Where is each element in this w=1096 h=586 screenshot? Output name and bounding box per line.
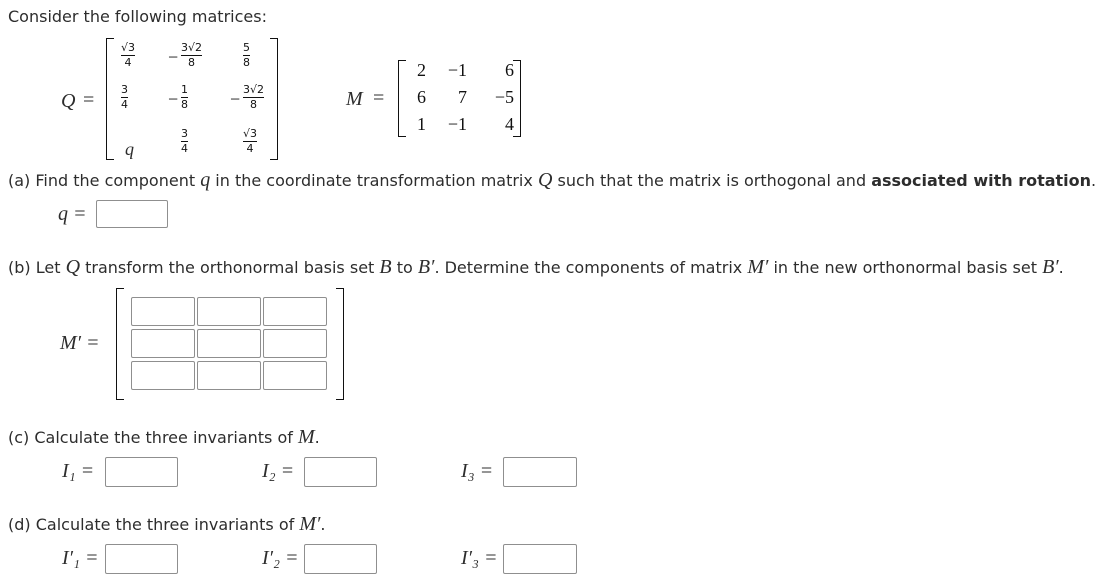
q-cell-denominator: 4 xyxy=(181,142,188,155)
part-d-question xyxy=(8,513,325,536)
m-left-bracket xyxy=(398,60,406,137)
part-a-bold: associated with rotation xyxy=(871,171,1092,190)
mprime-cell-3-2[interactable] xyxy=(197,361,261,390)
q-cell-sign-2-3: − xyxy=(230,89,241,109)
mprime-cell-3-1[interactable] xyxy=(131,361,195,390)
part-a-prefix: (a) Find the component xyxy=(8,171,201,190)
m-cell-1-1: 2 xyxy=(417,60,426,80)
q-cell-denominator: 8 xyxy=(188,56,195,69)
q-equals-sign: = xyxy=(83,89,95,111)
mprime-cell-2-1[interactable] xyxy=(131,329,195,358)
q-cell-denominator: 4 xyxy=(246,142,254,155)
part-b-prefix: (b) Let xyxy=(8,258,66,277)
part-b-var-Bprime: B′ xyxy=(417,256,435,278)
part-b-var-Q: Q xyxy=(65,256,81,278)
part-b-to: to xyxy=(391,258,418,277)
q-right-bracket xyxy=(270,38,278,160)
q-cell-denominator: 4 xyxy=(124,56,132,69)
q-cell-numerator: 1 xyxy=(181,83,188,96)
mprime-cell-2-2[interactable] xyxy=(197,329,261,358)
part-c-question xyxy=(8,426,320,449)
part-b-answer-label: M′ = xyxy=(60,332,100,354)
mprime-cell-1-3[interactable] xyxy=(263,297,327,326)
q-cell-denominator: 4 xyxy=(121,98,128,111)
m-equals-sign: = xyxy=(373,87,385,109)
m-right-bracket xyxy=(513,60,521,137)
q-cell-2-2 xyxy=(181,84,188,111)
m-cell-2-2: 7 xyxy=(458,87,467,107)
part-a-var-q: q xyxy=(200,169,211,191)
part-b-var-Mprime: M′ xyxy=(747,256,769,278)
m-cell-3-3: 4 xyxy=(505,114,514,134)
intro-text: Consider the following matrices: xyxy=(8,7,267,26)
part-b-middle: transform the orthonormal basis set xyxy=(80,258,380,277)
part-d-text: (d) Calculate the three invariants of xyxy=(8,515,300,534)
q-left-bracket xyxy=(106,38,114,160)
i2-input[interactable] xyxy=(304,457,377,487)
q-cell-numerator: 3 xyxy=(121,83,128,96)
m-cell-2-1: 6 xyxy=(417,87,426,107)
m-cell-1-3: 6 xyxy=(505,60,514,80)
i3-prime-label: I′₃ = xyxy=(461,547,498,569)
i2-prime-input[interactable] xyxy=(304,544,377,574)
q-cell-3-3 xyxy=(243,128,257,155)
part-b-var-Bprime2: B′ xyxy=(1042,256,1059,278)
part-c-text: (c) Calculate the three invariants of xyxy=(8,428,298,447)
i1-input[interactable] xyxy=(105,457,178,487)
part-a-answer-label: q = xyxy=(58,203,87,225)
part-b-var-B: B xyxy=(379,256,392,278)
q-cell-1-3 xyxy=(243,42,250,69)
part-a-end: . xyxy=(1091,171,1096,190)
q-cell-denominator: 8 xyxy=(250,98,257,111)
part-c-end: . xyxy=(314,428,320,447)
part-b-question xyxy=(8,256,1064,279)
q-cell-denominator: 8 xyxy=(181,98,188,111)
q-answer-input[interactable] xyxy=(96,200,168,228)
part-a-var-Q: Q xyxy=(537,169,553,191)
m-cell-1-2: −1 xyxy=(447,60,467,80)
q-matrix-label: Q xyxy=(61,90,76,112)
q-cell-1-1 xyxy=(121,42,135,69)
i2-prime-label: I′₂ = xyxy=(262,547,299,569)
mprime-cell-1-2[interactable] xyxy=(197,297,261,326)
q-cell-3-2 xyxy=(181,128,188,155)
i3-label: I₃ = xyxy=(461,460,494,482)
part-b-suffix: . Determine the components of matrix xyxy=(434,258,748,277)
part-b-suffix2: in the new orthonormal basis set xyxy=(768,258,1043,277)
q-cell-numerator: √3 xyxy=(243,127,258,140)
m-cell-2-3: −5 xyxy=(494,87,514,107)
part-d-var-Mprime: M′ xyxy=(299,513,321,535)
mprime-left-bracket xyxy=(116,288,124,400)
m-matrix-label: M xyxy=(346,88,363,110)
mprime-right-bracket xyxy=(336,288,344,400)
mprime-cell-2-3[interactable] xyxy=(263,329,327,358)
q-cell-2-3 xyxy=(243,84,264,111)
mprime-cell-3-3[interactable] xyxy=(263,361,327,390)
part-a-question xyxy=(8,169,1096,192)
q-cell-numerator: 3 xyxy=(181,127,188,140)
i1-prime-input[interactable] xyxy=(105,544,178,574)
q-cell-numerator: 5 xyxy=(243,41,250,54)
i3-prime-input[interactable] xyxy=(503,544,577,574)
m-cell-3-1: 1 xyxy=(417,114,426,134)
part-a-suffix: such that the matrix is orthogonal and xyxy=(552,171,872,190)
q-cell-numerator: √3 xyxy=(121,41,136,54)
q-cell-sign-1-2: − xyxy=(168,47,179,67)
i2-label: I₂ = xyxy=(262,460,295,482)
q-cell-3-1: q xyxy=(125,139,134,159)
q-cell-numerator: 3√2 xyxy=(243,83,265,96)
q-cell-1-2 xyxy=(181,42,202,69)
m-cell-3-2: −1 xyxy=(447,114,467,134)
part-d-end: . xyxy=(320,515,326,534)
q-cell-2-1 xyxy=(121,84,128,111)
i3-input[interactable] xyxy=(503,457,577,487)
i1-label: I₁ = xyxy=(62,460,95,482)
q-cell-denominator: 8 xyxy=(243,56,250,69)
part-b-end: . xyxy=(1058,258,1064,277)
mprime-cell-1-1[interactable] xyxy=(131,297,195,326)
q-cell-numerator: 3√2 xyxy=(181,41,203,54)
q-cell-sign-2-2: − xyxy=(168,89,179,109)
part-a-middle: in the coordinate transformation matrix xyxy=(210,171,538,190)
i1-prime-label: I′₁ = xyxy=(62,547,99,569)
part-c-var-M: M xyxy=(297,426,315,448)
